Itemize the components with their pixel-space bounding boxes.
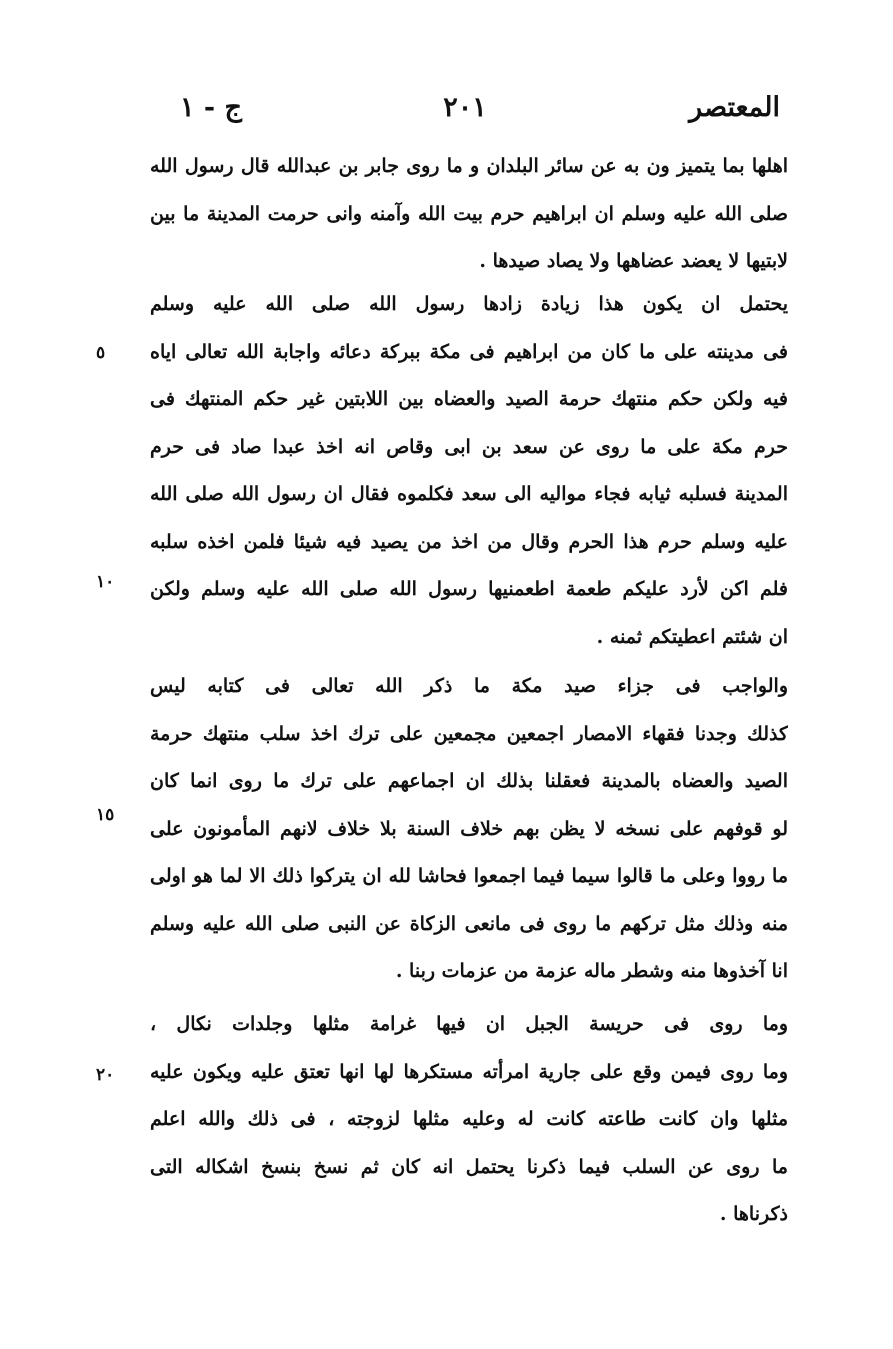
paragraph-3: [150, 663, 788, 996]
text-line: يحتمل ان يكون هذا زيادة زادها رسول الله صلى الله عليه وسلم: [150, 293, 788, 315]
line-number-5: ٥: [96, 343, 106, 363]
page-number: ٢٠١: [443, 92, 487, 123]
paragraph-2: [150, 281, 788, 661]
page-header: [150, 88, 780, 132]
text-line: وما روى فيمن وقع على جارية امرأته مستكرها لها انها تعتق عليه ويكون عليه: [150, 1060, 788, 1083]
text-line: فى مدينته على ما كان من ابراهيم فى مكة ببركة دعائه واجابة الله تعالى اياه: [150, 340, 788, 363]
text-line: عليه وسلم حرم هذا الحرم وقال من اخذ من يصيد فيه شيئا فلمن اخذه سلبه: [150, 530, 788, 553]
paragraph-4: [150, 1001, 788, 1239]
text-line: الصيد والعضاه بالمدينة فعقلنا بذلك ان اجماعهم على ترك ما روى انما كان: [150, 770, 788, 792]
text-line: ذكرناها .: [719, 1203, 788, 1225]
text-line: لابتيها لا يعضد عضاهها ولا يصاد صيدها .: [479, 250, 788, 272]
text-line: مثلها وان كانت طاعته كانت له وعليه مثلها لزوجته ، فى ذلك والله اعلم: [150, 1108, 788, 1130]
line-number-15: ١٥: [96, 805, 115, 825]
text-line: كذلك وجدنا فقهاء الامصار اجمعين مجمعين على ترك اخذ سلب منتهك حرمة: [150, 722, 788, 745]
text-line: لو قوفهم على نسخه لا يظن بهم خلاف السنة بلا خلاف لانهم المأمونون على: [150, 817, 788, 840]
text-line: انا آخذوها منه وشطر ماله عزمة من عزمات ربنا .: [395, 960, 788, 982]
text-line: صلى الله عليه وسلم ان ابراهيم حرم بيت الله وآمنه وانى حرمت المدينة ما بين: [150, 202, 788, 225]
text-line: ما رووا وعلى ما قالوا سيما فيما اجمعوا فحاشا لله ان يتركوا ذلك الا لما هو اولى: [150, 865, 788, 887]
paragraph-1: [150, 143, 788, 286]
line-number-20: ٢٠: [96, 1065, 115, 1085]
text-line: والواجب فى جزاء صيد مكة ما ذكر الله تعالى فى كتابه ليس: [150, 675, 788, 697]
text-line: وما روى فى حريسة الجبل ان فيها غرامة مثلها وجلدات نكال ،: [150, 1013, 788, 1035]
text-line: فيه ولكن حكم منتهك حرمة الصيد والعضاه بين اللابتين غير حكم المنتهك فى: [150, 388, 788, 410]
text-line: فلم اكن لأرد عليكم طعمة اطعمنيها رسول الله صلى الله عليه وسلم ولكن: [150, 578, 788, 600]
book-title: المعتصر: [689, 92, 780, 123]
line-number-10: ١٠: [96, 572, 115, 592]
text-line: ما روى عن السلب فيما ذكرنا يحتمل انه كان ثم نسخ بنسخ اشكاله التى: [150, 1155, 788, 1178]
text-line: ان شئتم اعطيتكم ثمنه .: [596, 625, 788, 648]
text-line: منه وذلك مثل تركهم ما روى فى مانعى الزكاة عن النبى صلى الله عليه وسلم: [150, 912, 788, 935]
volume-label: ج - ١: [180, 92, 242, 123]
text-line: اهلها بما يتميز ون به عن سائر البلدان و ما روى جابر بن عبدالله قال رسول الله: [150, 155, 788, 177]
text-line: المدينة فسلبه ثيابه فجاء مواليه الى سعد فكلموه فقال ان رسول الله صلى الله: [150, 483, 788, 505]
text-line: حرم مكة على ما روى عن سعد بن ابى وقاص انه اخذ عبدا صاد فى حرم: [150, 435, 788, 458]
